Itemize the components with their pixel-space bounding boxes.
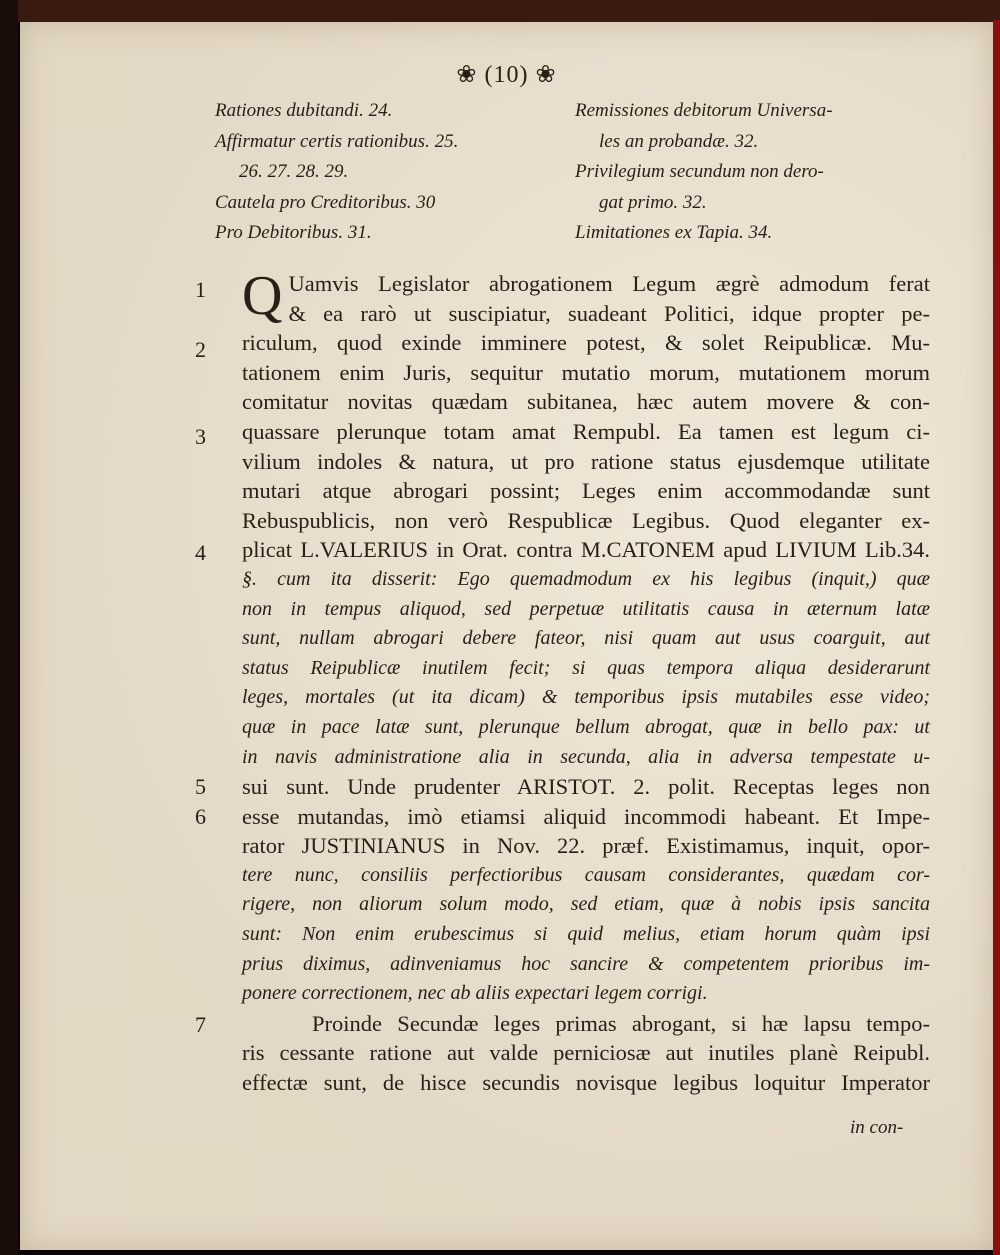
margin-number: 4 (195, 540, 206, 565)
text-line: tationem enim Juris, sequitur mutatio morum, mutationem morum (242, 359, 930, 385)
text-line: leges, mortales (ut ita dicam) & temporibus ipsis mutabiles esse video; (242, 686, 930, 709)
text-line: vilium indoles & natura, ut pro ratione status ejusdemque utilitate (242, 448, 930, 474)
text-line: & ea rarò ut suscipiatur, suadeant Politici, idque propter pe- (288, 300, 930, 326)
scan-border-right (993, 20, 1000, 1255)
text-line: sunt, nullam abrogari debere fateor, nisi quam aut usus coarguit, aut (242, 627, 930, 650)
document-page (20, 22, 993, 1250)
text-line: in navis administratione alia in secunda, alia in adversa tempestate u- (242, 745, 930, 768)
scan-border-left (0, 0, 18, 1255)
text-line: esse mutandas, imò etiamsi aliquid incommodi habeant. Et Impe- (242, 803, 930, 829)
text-line: ris cessante ratione aut valde perniciosæ aut inutiles planè Reipubl. (242, 1040, 930, 1066)
margin-number: 1 (195, 277, 206, 302)
text-line: non in tempus aliquod, sed perpetuæ utilitatis causa in æternum latæ (242, 597, 930, 620)
text-line: quassare plerunque totam amat Rempubl. Ea tamen est legum ci- (242, 418, 930, 444)
index-entry: gat primo. 32. (599, 191, 707, 213)
text-line: effectæ sunt, de hisce secundis novisque legibus loquitur Imperator (242, 1070, 930, 1096)
index-entry: Cautela pro Creditoribus. 30 (215, 191, 436, 213)
index-column-right (575, 96, 935, 249)
margin-number: 5 (195, 774, 206, 799)
text-line: plicat L.VALERIUS in Orat. contra M.CATONEM apud LIVIUM Lib.34. (242, 537, 930, 563)
index-entry: Privilegium secundum non dero- (575, 161, 824, 182)
text-line: Rebuspublicis, non verò Respublicæ Legibus. Quod eleganter ex- (242, 507, 930, 533)
text-line: Uamvis Legislator abrogationem Legum ægrè admodum ferat (288, 271, 930, 296)
text-line: §. cum ita disserit: Ego quemadmodum ex his legibus (inquit,) quæ (242, 567, 930, 590)
page-number: (10) (484, 62, 529, 88)
margin-number: 7 (195, 1012, 206, 1037)
left-ornament-icon: ❀ (456, 62, 478, 88)
text-line: riculum, quod exinde imminere potest, & solet Reipublicæ. Mu- (242, 330, 930, 356)
scan-border-top (0, 0, 1000, 22)
text-line: ponere correctionem, nec ab aliis expectari legem corrigi. (242, 982, 708, 1005)
text-line: sunt: Non enim erubescimus si quid melius, etiam horum quàm ipsi (242, 923, 930, 946)
margin-number: 6 (195, 804, 206, 829)
catchword: in con- (850, 1117, 904, 1138)
index-entry: Limitationes ex Tapia. 34. (575, 222, 773, 243)
index-entry: les an probandæ. 32. (599, 130, 759, 152)
index-entry: Remissiones debitorum Universa- (575, 100, 833, 121)
index-entry: Pro Debitoribus. 31. (215, 222, 372, 243)
text-line: prius diximus, adinveniamus hoc sancire & competentem prioribus im- (242, 952, 930, 975)
text-line: sui sunt. Unde prudenter ARISTOT. 2. polit. Receptas leges non (242, 774, 930, 800)
text-line: tere nunc, consiliis perfectioribus causam considerantes, quædam cor- (242, 863, 930, 886)
index-entry: Affirmatur certis rationibus. 25. (215, 130, 459, 152)
text-line: status Reipublicæ inutilem fecit; si quas tempora aliqua desiderarunt (242, 656, 930, 679)
margin-number: 3 (195, 424, 206, 449)
text-line: Proinde Secundæ leges primas abrogant, si hæ lapsu tempo- (312, 1010, 930, 1036)
page-header (20, 60, 993, 89)
text-line: rator JUSTINIANUS in Nov. 22. præf. Existimamus, inquit, opor- (242, 833, 930, 859)
margin-number: 2 (195, 337, 206, 362)
main-text (242, 265, 930, 1098)
index-entry: 26. 27. 28. 29. (239, 161, 349, 182)
text-line: comitatur novitas quædam subitanea, hæc autem movere & con- (242, 389, 930, 415)
index-column-left (215, 96, 555, 249)
text-line: rigere, non aliorum solum modo, sed etiam, quæ à nobis ipsis sancita (242, 893, 930, 916)
index-entry: Rationes dubitandi. 24. (215, 100, 393, 121)
text-line: mutari atque abrogari possint; Leges enim accommodandæ sunt (242, 478, 930, 504)
right-ornament-icon: ❀ (535, 62, 557, 88)
text-line: quæ in pace latæ sunt, plerunque bellum abrogat, quæ in bello pax: ut (242, 715, 930, 738)
drop-capital: Q (242, 265, 283, 327)
